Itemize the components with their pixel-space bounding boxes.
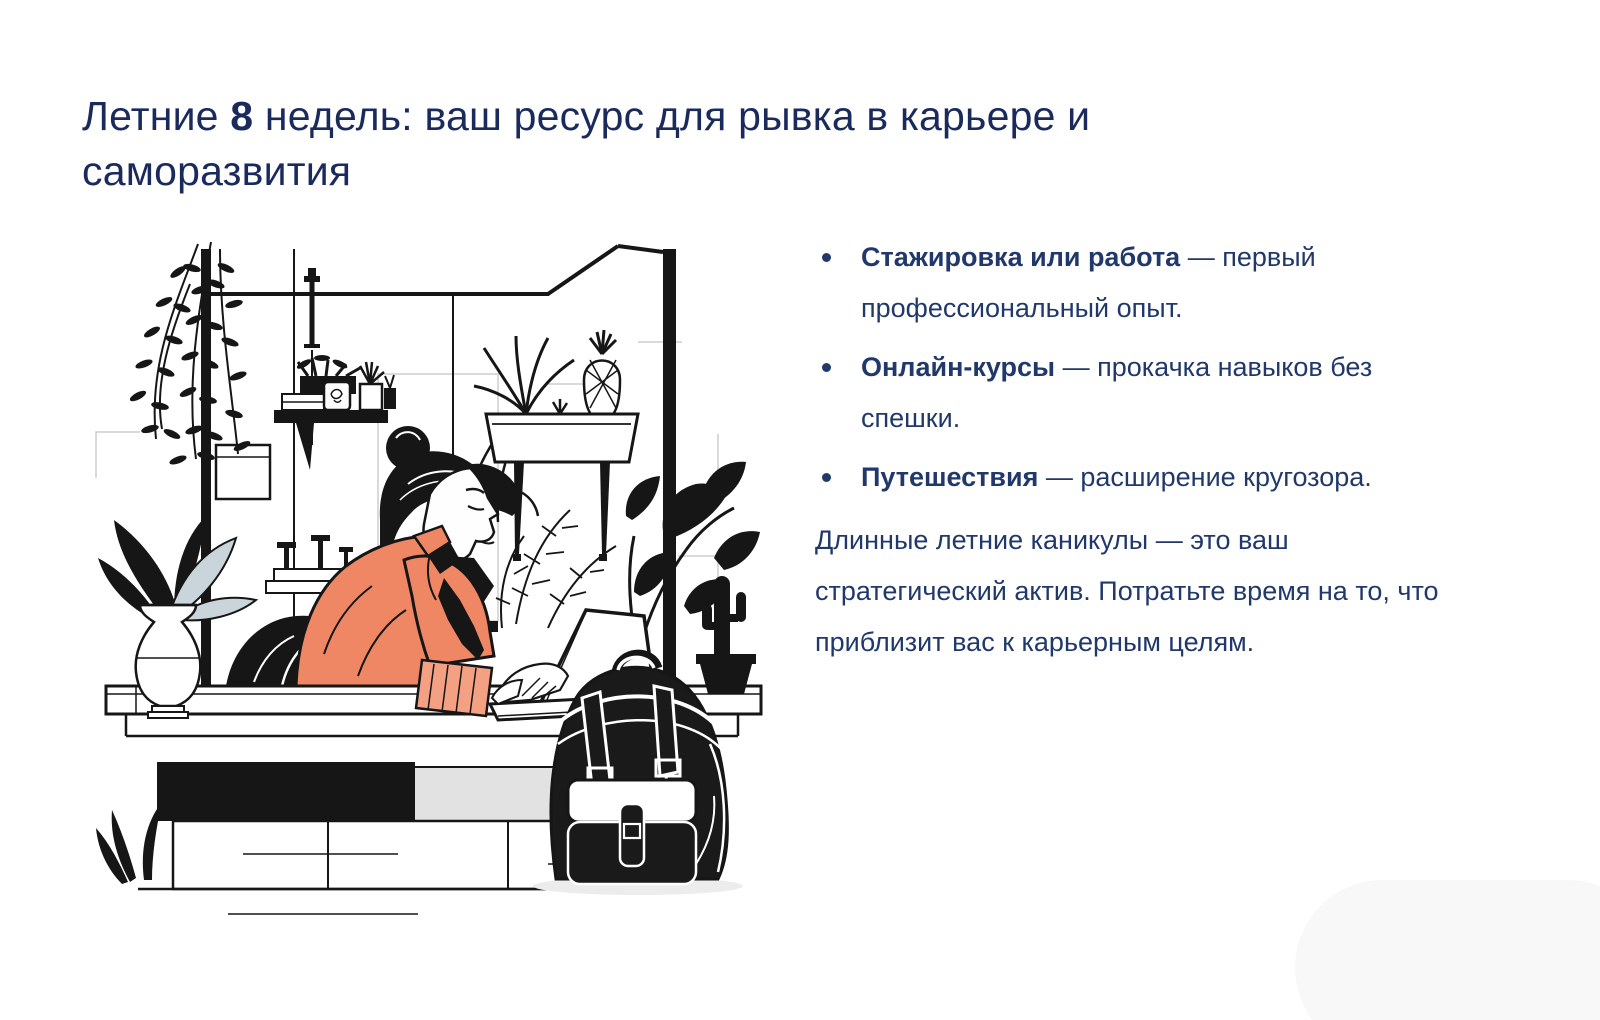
bullet-term: Путешествия (861, 462, 1039, 492)
hanging-vine-plant (128, 242, 251, 466)
list-item-travel (815, 452, 1467, 503)
illustration-student-working (78, 224, 773, 919)
highlights-list (815, 232, 1467, 503)
bullet-dot (822, 253, 831, 262)
bullet-text: — прокачка навыков без спешки. (861, 352, 1373, 433)
bullet-dot (822, 473, 831, 482)
title-text-after: недель: ваш ресурс для рывка в карьере и саморазвития (82, 93, 1091, 194)
floor-plant (96, 802, 162, 884)
content-column (815, 232, 1467, 695)
title-text-before: Летние (82, 93, 231, 140)
bullet-text: — первый профессиональный опыт. (861, 242, 1316, 323)
bullet-dot (822, 363, 831, 372)
page-title (82, 89, 1342, 198)
bullet-term: Стажировка или работа (861, 242, 1181, 272)
bullet-term: Онлайн-курсы (861, 352, 1056, 382)
corner-decoration (1295, 880, 1600, 1020)
summary-paragraph: Длинные летние каникулы — это ваш стратегический актив. Потратьте время на то, что приблизит вас к карьерным целям. (815, 525, 1439, 657)
title-number: 8 (230, 93, 254, 140)
bullet-text: — расширение кругозора. (1038, 462, 1372, 492)
ribbed-cuff (416, 660, 492, 716)
list-item-internship (815, 232, 1467, 334)
list-item-online-courses (815, 342, 1467, 444)
